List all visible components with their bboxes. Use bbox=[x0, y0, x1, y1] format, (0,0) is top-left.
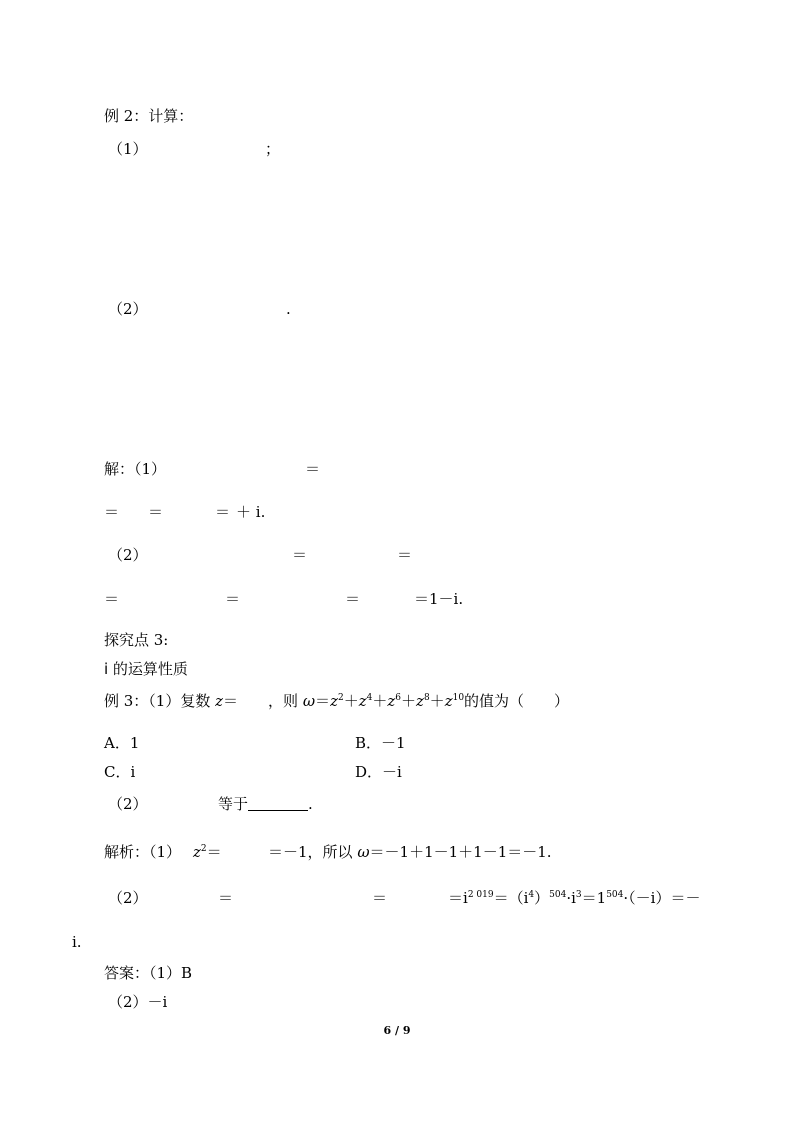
example2-part2-label: （2） bbox=[108, 300, 148, 318]
answer-line1: 答案：（1）B bbox=[104, 964, 193, 982]
option-b: B．－1 bbox=[355, 734, 406, 752]
option-c: C．i bbox=[104, 763, 136, 781]
answer-blank bbox=[248, 796, 308, 811]
solution-line4-eq1: ＝ bbox=[104, 590, 120, 608]
page-number: 6 / 9 bbox=[383, 1024, 411, 1037]
solution-line2-eq2: ＝ bbox=[148, 503, 164, 521]
solution-line1-label: 解：（1） bbox=[104, 460, 167, 478]
analysis-line1-rest: ＝－1，所以 ω＝－1＋1－1＋1－1＝－1. bbox=[268, 843, 552, 861]
solution-line4-end: ＝1－i. bbox=[414, 590, 464, 608]
analysis-line2-label: （2） bbox=[108, 889, 148, 907]
solution-line3-label: （2） bbox=[108, 546, 148, 564]
analysis-line1-label: 解析：（1） bbox=[104, 843, 182, 861]
analysis-line2-rest: $=i^{2 019}=(i^4)^{504}\cdot i^3=1^{504}\cdot(-i)=-$ bbox=[448, 889, 701, 907]
example2-part2-end: . bbox=[286, 300, 291, 318]
solution-line1-eq: ＝ bbox=[305, 460, 321, 478]
option-a: A．1 bbox=[104, 734, 140, 752]
example2-part1-end: ； bbox=[265, 140, 281, 158]
option-d: D．－i bbox=[355, 763, 402, 781]
solution-line3-eq1: ＝ bbox=[292, 546, 308, 564]
solution-line4-eq2: ＝ bbox=[225, 590, 241, 608]
solution-line2-eq1: ＝ bbox=[104, 503, 120, 521]
example2-heading: 例 2：计算： bbox=[104, 107, 194, 125]
analysis-line3: i. bbox=[72, 933, 82, 951]
example2-part1-label: （1） bbox=[108, 140, 148, 158]
analysis-line1: $z^2=$ bbox=[193, 843, 222, 861]
explore-title: 探究点 3: bbox=[104, 631, 169, 649]
explore-subtitle: i 的运算性质 bbox=[104, 660, 188, 678]
analysis-line2-eq2: ＝ bbox=[372, 889, 388, 907]
analysis-line2-eq1: ＝ bbox=[218, 889, 234, 907]
solution-line2-eq3: ＝ bbox=[215, 503, 231, 521]
example3-part2-label: （2） bbox=[108, 795, 148, 813]
answer-line2: （2）－i bbox=[108, 993, 168, 1011]
solution-line4-eq3: ＝ bbox=[345, 590, 361, 608]
solution-line3-eq2: ＝ bbox=[397, 546, 413, 564]
example3-question: 例 3：（1）复数 z＝ ，则 $\omega=z^2+z^4+z^6+z^8+z^{10}$的值为（ ） bbox=[104, 692, 570, 710]
example3-part2: 等于 . bbox=[218, 795, 313, 813]
solution-line2-end: ＋ i. bbox=[236, 503, 266, 521]
